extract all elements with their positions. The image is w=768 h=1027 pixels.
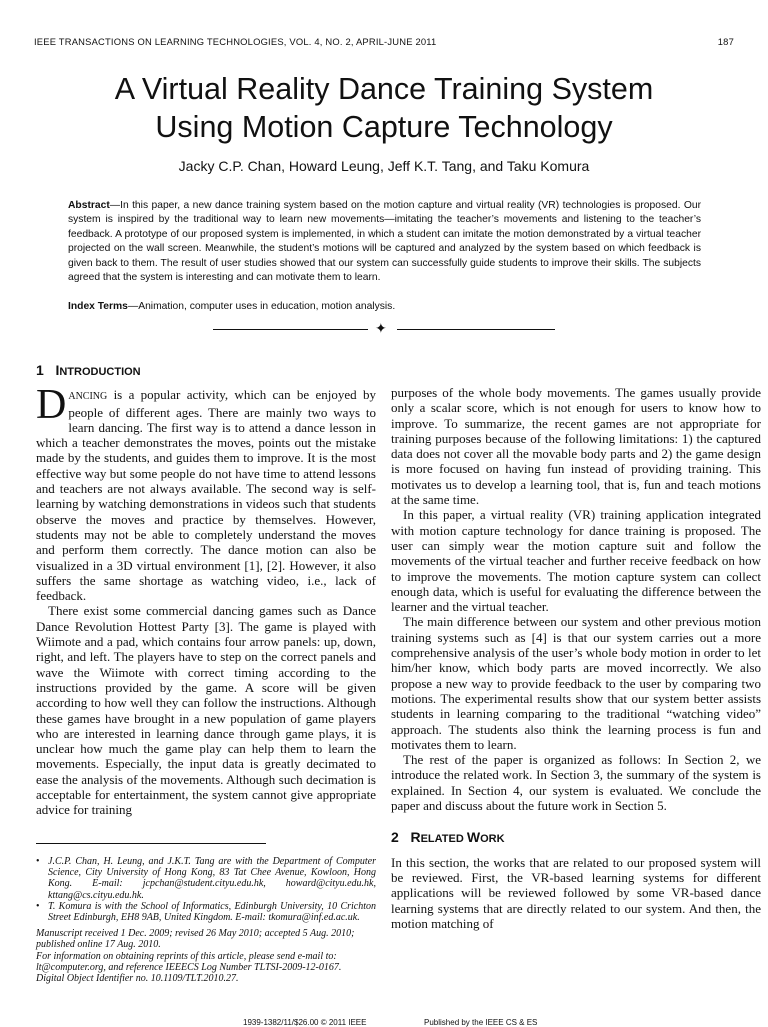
intro-paragraph-2: There exist some commercial dancing games such as Dance Dance Revolution Hottest Party [3]. The game is played with Wiimote and a pad, which contains four arrow panels: up, down, right, and left. The players have to step on the correct panels and wave the Wiimote with correct timing according to the instructions provided by the game. A score will be given according to how well they can follow the instructions. Although these games have brought in a new population of game players who are interested in learning dance through game plays, it is unclear how much the game play can help them to learn the movements. Especially, the input data is greatly decimated to ease the analysis of the movements. Although such decimation is acceptable for entertainment, the system cannot give appropriate advice for training [36, 603, 376, 818]
bullet-icon: • [36, 856, 40, 867]
reprint-info: For information on obtaining reprints of this article, please send e-mail to: lt@computer.org, and reference IEEECS Log Number TLTSI-2009-12-0167. [36, 950, 342, 973]
right-column [391, 385, 761, 931]
index-terms [68, 301, 701, 312]
drop-cap: D [36, 382, 67, 429]
copyright: 1939-1382/11/$26.00 © 2011 IEEE [243, 1018, 367, 1027]
title-line-1: A Virtual Reality Dance Training System [114, 72, 654, 106]
footnote-affiliation-2: • T. Komura is with the School of Informatics, Edinburgh University, 10 Crichton Street Edinburgh, EH8 9AB, United Kingdom. E-mail: tkomura@inf.ed.ac.uk. [36, 900, 376, 924]
divider-diamond-icon: ✦ [375, 320, 387, 336]
related-work-paragraph-1: In this section, the works that are related to our proposed system will be reviewed. First, the VR-based learning systems for different applications will be reviewed followed by some VR-based dance learning systems that are directly related to our system. And then, the motion matching of [391, 854, 761, 931]
footnote-affiliation-1: • J.C.P. Chan, H. Leung, and J.K.T. Tang are with the Department of Computer Science, City University of Hong Kong, 83 Tat Chee Avenue, Kowloon, Hong Kong. E-mail: jcpchan@student.cityu.edu.hk, howard@cityu.edu.hk, kttang@cs.cityu.edu.hk. [36, 856, 376, 901]
manuscript-info: Manuscript received 1 Dec. 2009; revised 26 May 2010; accepted 5 Aug. 2010; published online 17 Aug. 2010. [36, 928, 355, 951]
index-terms-label: Index Terms [68, 301, 128, 312]
section-1-heading: 1 INTRODUCTION [36, 362, 141, 378]
intro-paragraph-4: In this paper, a virtual reality (VR) training application integrated with motion capture technology for dance training is proposed. The user can simply wear the motion capture suit and follow the movements of the virtual teacher and further receive feedback on how to improve the movements. The motion capture system can collect enough data, which is useful for evaluating the difference between the learner and the virtual teacher. [391, 507, 761, 615]
divider-right [397, 329, 555, 330]
small-caps-word: ANCING [68, 391, 108, 403]
intro-paragraph-5: The main difference between our system and other previous motion training systems such as [4] is that our system carries out a more comprehensive analysis of the user’s whole body motion in order to let him/her know, which body parts are moved incorrectly. We also propose a new way to provide feedback to the user by comparing two motions. The experimental results show that our system better assists students in learning comparing to the traditional “watching video” approach. The students also think the learning process is fun and motivates them to learn. [391, 614, 761, 752]
abstract-text: —In this paper, a new dance training system based on the motion capture and virtual reality (VR) technologies is proposed. Our system is inspired by the traditional way to learn new movements—imitating the teacher’s movements and listening to the teacher’s feedback. A prototype of our proposed system is implemented, in which a student can imitate the motion demonstrated by a virtual teacher projected on the wall screen. Meanwhile, the student’s motions will be captured and analyzed by the system based on which feedback is given back to them. The result of user studies showed that our system can successfully guide students to improve their skills. The subjects agreed that the system is interesting and can motivate them to learn. [68, 200, 701, 284]
authors: Jacky C.P. Chan, Howard Leung, Jeff K.T. Tang, and Taku Komura [178, 158, 590, 174]
doi: Digital Object Identifier no. 10.1109/TLT.2010.27. [36, 973, 239, 985]
section-2-heading: 2 RELATED WORK [391, 829, 505, 846]
intro-paragraph-6: The rest of the paper is organized as follows: In Section 2, we introduce the related work. In Section 3, the summary of the system is explained. In Section 4, our system is evaluated. We conclude the paper and discuss about the future work in Section 5. [391, 752, 761, 814]
abstract [68, 199, 701, 285]
page-number: 187 [717, 36, 734, 47]
index-terms-text: —Animation, computer uses in education, motion analysis. [127, 301, 396, 312]
running-header [34, 36, 734, 47]
footnote-rule [36, 843, 266, 844]
paper-title [0, 70, 768, 146]
intro-paragraph-1: DANCING is a popular activity, which can be enjoyed by people of different ages. There are mainly two ways to learn dancing. The first way is to attend a dance lesson in which a teacher demonstrates the moves, points out the mistake made by the students, and guides them to improve. It is the most effective way but some people do not have time to attend lessons and teachers are not always available. The second way is self-learning by watching demonstrations in videos such that students observe the moves and practice by themselves. However, students may not be able to completely understand the moves and perform them correctly. The dance motion can also be visualized in a 3D virtual environment [1], [2]. However, it also suffers the same shortage as watching video, i.e., lack of feedback. [36, 382, 376, 604]
journal-name: IEEE TRANSACTIONS ON LEARNING TECHNOLOGIES, VOL. 4, NO. 2, APRIL-JUNE 2011 [34, 36, 437, 47]
footnotes [36, 856, 376, 984]
publisher: Published by the IEEE CS & ES [424, 1018, 538, 1027]
left-column [36, 362, 376, 818]
bullet-icon: • [36, 900, 40, 912]
title-line-2: Using Motion Capture Technology [155, 110, 613, 144]
abstract-label: Abstract [68, 200, 110, 211]
intro-paragraph-3: purposes of the whole body movements. The games usually provide only a scalar score, which is not enough for users to know how to improve. To summarize, the recent games are not appropriate for training purposes because of the following limitations: 1) the captured data does not cover all the movable body parts and 2) the game design is more focused on having fun instead of providing training. This motivates us to develop a learning tool, that is, fun and teach motions at the same time. [391, 385, 761, 508]
divider-left [213, 329, 368, 330]
